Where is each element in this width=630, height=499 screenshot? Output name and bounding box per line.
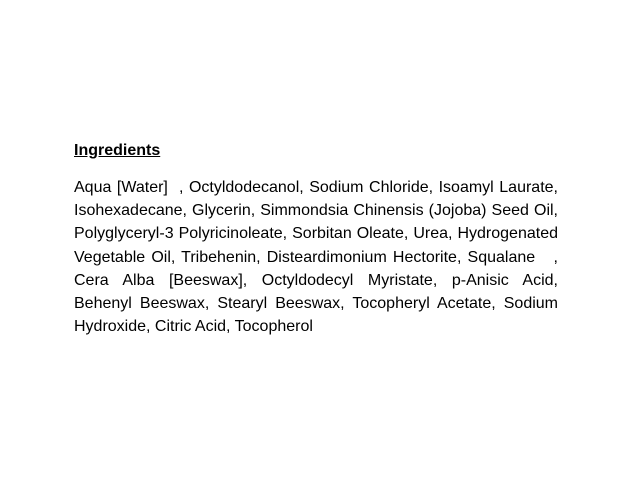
ingredients-list: Aqua [Water] , Octyldodecanol, Sodium Chloride, Isoamyl Laurate, Isohexadecane, Glycerin, Simmondsia Chinensis (Jojoba) Seed Oil, Polyglyceryl-3 Polyricinoleate, Sorbitan Oleate, Urea, Hydrogenated Vegetable Oil, Tribehenin, Disteardimonium Hectorite, Squalane , Cera Alba [Beeswax], Octyldodecyl Myristate, p-Anisic Acid, Behenyl Beeswax, Stearyl Beeswax, Tocopheryl Acetate, Sodium Hydroxide, Citric Acid, Tocopherol [74,179,563,336]
ingredients-heading: Ingredients [74,142,161,159]
document-page [74,142,563,338]
